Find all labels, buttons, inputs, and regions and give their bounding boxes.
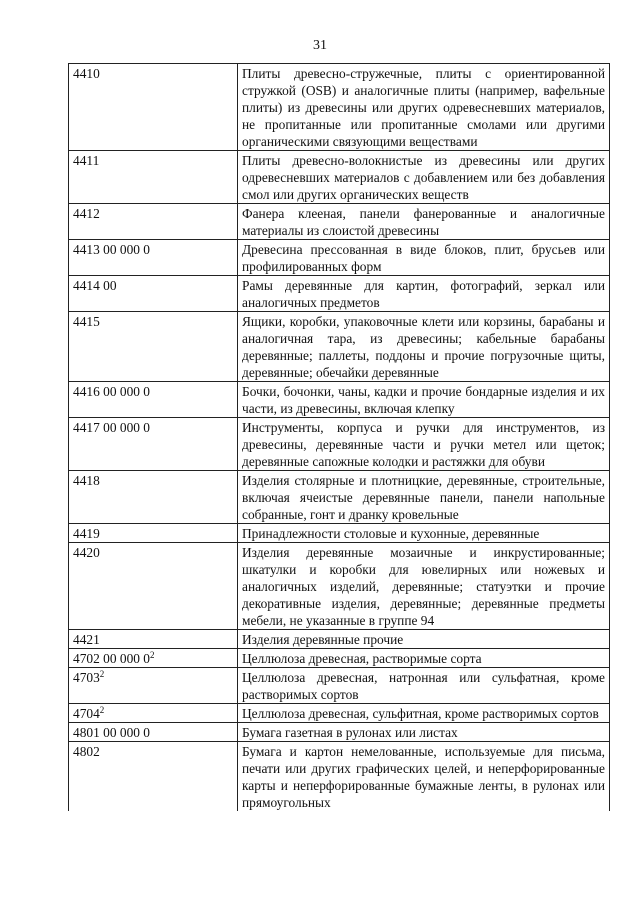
code-text: 4702 00 000 0: [73, 651, 150, 666]
code-cell: [69, 418, 238, 471]
code-superscript: 2: [99, 669, 105, 679]
table-row: [69, 151, 610, 204]
table-row: [69, 471, 610, 524]
table-row: [69, 704, 610, 723]
description-cell: Целлюлоза древесная, сульфитная, кроме растворимых сортов: [238, 704, 610, 723]
code-superscript: 2: [99, 705, 105, 715]
code-text: 4704: [73, 706, 100, 721]
code-text: 4421: [73, 632, 100, 647]
code-text: 4414 00: [73, 278, 117, 293]
code-cell: [69, 668, 238, 704]
code-cell: [69, 382, 238, 418]
code-text: 4802: [73, 744, 100, 759]
tariff-code-table: [68, 63, 610, 811]
description-cell: Целлюлоза древесная, натронная или сульфатная, кроме растворимых сортов: [238, 668, 610, 704]
description-cell: Плиты древесно-стружечные, плиты с ориентированной стружкой (OSB) и аналогичные плиты (например, вафельные плиты) из древесины или других одревесневших материалов, не пропитанные или пропитанные смолами или другими органическими связующими веществами: [238, 64, 610, 151]
code-cell: [69, 276, 238, 312]
code-text: 4703: [73, 670, 100, 685]
code-cell: [69, 649, 238, 668]
code-text: 4411: [73, 153, 100, 168]
table-row: [69, 204, 610, 240]
code-superscript: 2: [150, 650, 155, 660]
description-cell: Ящики, коробки, упаковочные клети или корзины, барабаны и аналогичная тара, из древесины; кабельные барабаны деревянные; паллеты, поддоны и прочие погрузочные щиты, деревянные; обечайки деревянные: [238, 312, 610, 382]
code-cell: [69, 543, 238, 630]
code-cell: [69, 240, 238, 276]
code-text: 4419: [73, 526, 100, 541]
table-row: [69, 668, 610, 704]
table-row: [69, 312, 610, 382]
table-row: [69, 723, 610, 742]
description-cell: Бочки, бочонки, чаны, кадки и прочие бондарные изделия и их части, из древесины, включая клепку: [238, 382, 610, 418]
code-cell: [69, 524, 238, 543]
table-body: [69, 64, 610, 812]
description-cell: Бумага и картон немелованные, используемые для письма, печати или других графических целей, и неперфорированные карты и неперфорированные бумажные ленты, в рулонах или прямоугольных: [238, 742, 610, 812]
code-text: 4416 00 000 0: [73, 384, 150, 399]
code-text: 4413 00 000 0: [73, 242, 150, 257]
code-text: 4801 00 000 0: [73, 725, 150, 740]
description-cell: Изделия столярные и плотницкие, деревянные, строительные, включая ячеистые деревянные панели, панели напольные собранные, гонт и дранку кровельные: [238, 471, 610, 524]
code-text: 4420: [73, 545, 100, 560]
code-cell: [69, 723, 238, 742]
table-row: [69, 418, 610, 471]
description-cell: Инструменты, корпуса и ручки для инструментов, из древесины, деревянные части и ручки метел или щеток; деревянные сапожные колодки и растяжки для обуви: [238, 418, 610, 471]
description-cell: Плиты древесно-волокнистые из древесины или других одревесневших материалов с добавлением или без добавления смол или других органических веществ: [238, 151, 610, 204]
description-cell: Изделия деревянные мозаичные и инкрустированные; шкатулки и коробки для ювелирных или ножевых и аналогичных изделий, деревянные; статуэтки и прочие декоративные изделия, деревянные; деревянные предметы мебели, не указанные в группе 94: [238, 543, 610, 630]
code-cell: [69, 630, 238, 649]
code-cell: [69, 204, 238, 240]
table-row: [69, 64, 610, 151]
description-cell: Изделия деревянные прочие: [238, 630, 610, 649]
code-text: 4415: [73, 314, 100, 329]
table-row: [69, 630, 610, 649]
description-cell: Рамы деревянные для картин, фотографий, зеркал или аналогичных предметов: [238, 276, 610, 312]
table-row: [69, 742, 610, 812]
description-cell: Древесина прессованная в виде блоков, плит, брусьев или профилированных форм: [238, 240, 610, 276]
table-row: [69, 543, 610, 630]
code-cell: [69, 471, 238, 524]
table-row: [69, 382, 610, 418]
code-cell: [69, 704, 238, 723]
code-cell: [69, 312, 238, 382]
table-row: [69, 649, 610, 668]
code-cell: [69, 64, 238, 151]
code-cell: [69, 151, 238, 204]
code-text: 4418: [73, 473, 100, 488]
description-cell: Фанера клееная, панели фанерованные и аналогичные материалы из слоистой древесины: [238, 204, 610, 240]
code-text: 4410: [73, 66, 100, 81]
description-cell: Бумага газетная в рулонах или листах: [238, 723, 610, 742]
table-row: [69, 524, 610, 543]
code-text: 4417 00 000 0: [73, 420, 150, 435]
code-text: 4412: [73, 206, 100, 221]
description-cell: Целлюлоза древесная, растворимые сорта: [238, 649, 610, 668]
description-cell: Принадлежности столовые и кухонные, деревянные: [238, 524, 610, 543]
page-number: 31: [313, 38, 327, 53]
table-row: [69, 240, 610, 276]
table-row: [69, 276, 610, 312]
code-cell: [69, 742, 238, 812]
